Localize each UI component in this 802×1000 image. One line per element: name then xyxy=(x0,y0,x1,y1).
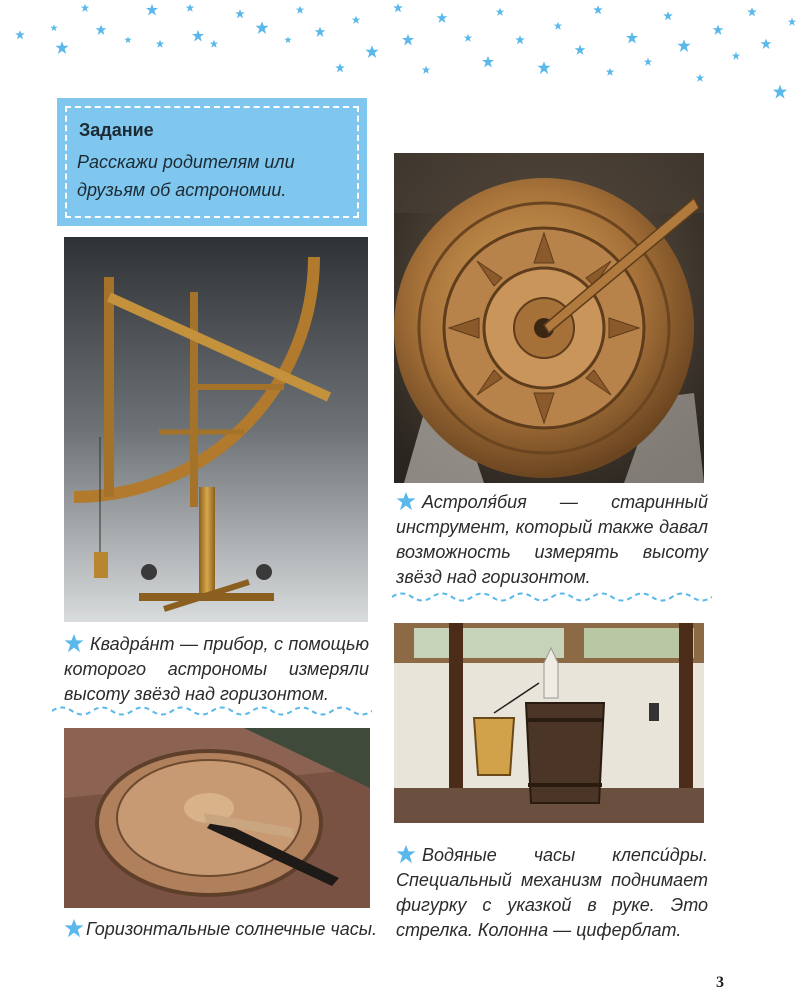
quadrant-caption-text: Квадра́нт — прибор, с помощью которого астрономы измеряли высоту звёзд над горизонтом. xyxy=(64,634,369,704)
star-icon xyxy=(396,845,416,864)
wave-divider-left xyxy=(52,704,372,718)
star-icon xyxy=(64,919,84,938)
sundial-photo xyxy=(64,728,370,908)
astrolabe-caption-text: Астроля́бия — старинный инструмент, который также давал возможность измерять высоту звёзд над горизонтом. xyxy=(396,492,708,587)
wave-divider-right xyxy=(392,590,712,604)
astrolabe-caption xyxy=(396,490,708,590)
star-icon xyxy=(396,492,416,511)
sundial-caption-text: Горизонтальные солнечные часы. xyxy=(86,919,377,939)
clepsydra-photo xyxy=(394,623,704,823)
task-box xyxy=(57,98,367,226)
sundial-caption xyxy=(64,917,384,942)
quadrant-photo xyxy=(64,237,368,622)
clepsydra-caption-text: Водяные часы клепси́дры. Специальный механизм поднимает фигурку с указкой в руке. Это стрелка. Колонна — циферблат. xyxy=(396,845,708,940)
task-text: Расскажи родителям или друзьям об астрономии. xyxy=(77,152,295,200)
star-icon xyxy=(64,634,84,653)
page-number: 3 xyxy=(716,974,724,991)
task-title: Задание xyxy=(79,120,154,140)
stars-decoration xyxy=(0,0,802,110)
clepsydra-caption xyxy=(396,843,708,943)
quadrant-caption xyxy=(64,632,369,707)
astrolabe-photo xyxy=(394,153,704,483)
